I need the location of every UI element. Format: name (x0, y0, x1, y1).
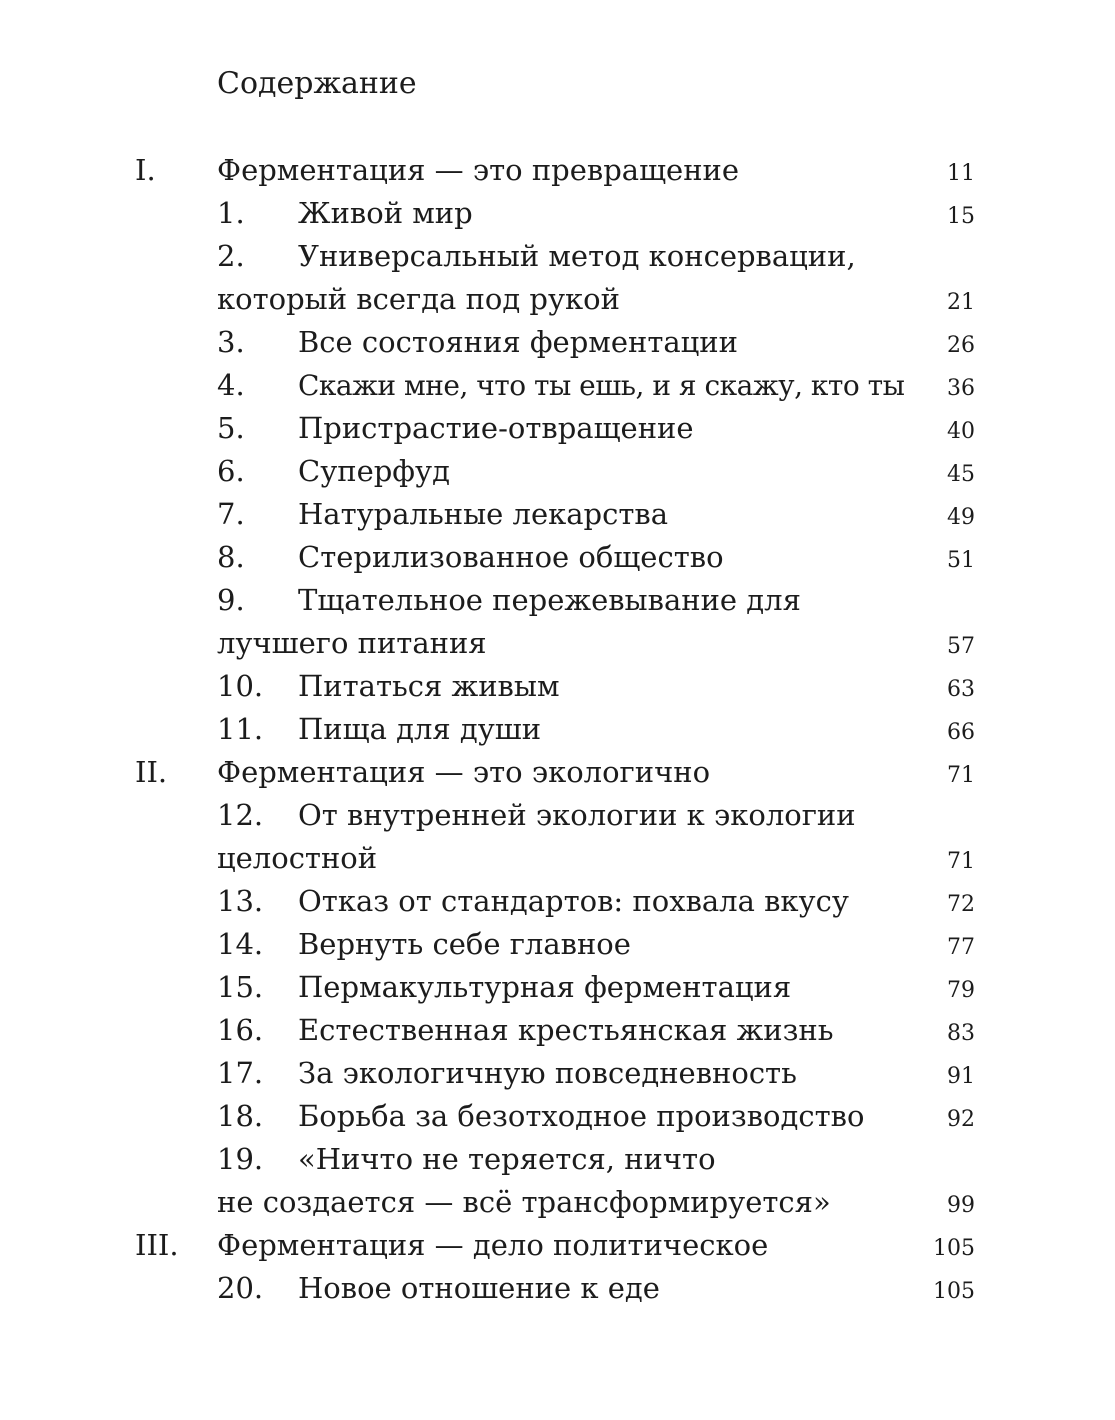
chapter-number: 12. (217, 798, 264, 832)
chapter-title: Стерилизованное общество (298, 540, 724, 574)
toc-chapter-entry[interactable] (0, 794, 1115, 837)
page-number: 63 (947, 677, 975, 702)
toc-chapter-entry-continuation[interactable] (0, 1181, 1115, 1224)
section-numeral: III. (135, 1228, 179, 1262)
chapter-title: Пермакультурная ферментация (298, 970, 792, 1004)
page-number: 71 (947, 849, 975, 874)
chapter-title: «Ничто не теряется, ничто (298, 1142, 716, 1176)
chapter-number: 18. (217, 1099, 264, 1133)
toc-chapter-entry[interactable] (0, 364, 1115, 407)
toc-chapter-entry[interactable] (0, 579, 1115, 622)
chapter-title: От внутренней экологии к экологии (298, 798, 856, 832)
page-number: 77 (947, 935, 975, 960)
page-number: 105 (933, 1279, 975, 1304)
chapter-number: 9. (217, 583, 245, 617)
toc-chapter-entry[interactable] (0, 536, 1115, 579)
page-number: 91 (947, 1064, 975, 1089)
page-number: 66 (947, 720, 975, 745)
page-number: 72 (947, 892, 975, 917)
chapter-title: Натуральные лекарства (298, 497, 669, 531)
chapter-number: 4. (217, 368, 245, 402)
page-number: 49 (947, 505, 975, 530)
section-title: Ферментация — дело политическое (217, 1228, 769, 1262)
page-number: 83 (947, 1021, 975, 1046)
page-number: 51 (947, 548, 975, 573)
page-number: 40 (947, 419, 975, 444)
toc-chapter-entry[interactable] (0, 923, 1115, 966)
toc-chapter-entry[interactable] (0, 1009, 1115, 1052)
toc-chapter-entry-continuation[interactable] (0, 622, 1115, 665)
section-title: Ферментация — это превращение (217, 153, 740, 187)
chapter-number: 6. (217, 454, 245, 488)
toc-chapter-entry[interactable] (0, 966, 1115, 1009)
chapter-title: Пища для души (298, 712, 542, 746)
page-number: 79 (947, 978, 975, 1003)
page-number: 36 (947, 376, 975, 401)
chapter-number: 7. (217, 497, 245, 531)
chapter-number: 8. (217, 540, 245, 574)
page-number: 26 (947, 333, 975, 358)
chapter-title: Вернуть себе главное (298, 927, 631, 961)
toc-chapter-entry[interactable] (0, 407, 1115, 450)
chapter-number: 2. (217, 239, 245, 273)
chapter-number: 3. (217, 325, 245, 359)
chapter-number: 11. (217, 712, 264, 746)
toc-chapter-entry[interactable] (0, 1138, 1115, 1181)
chapter-title: целостной (217, 841, 378, 875)
chapter-number: 20. (217, 1271, 264, 1305)
toc-chapter-entry[interactable] (0, 192, 1115, 235)
toc-section-entry[interactable] (0, 751, 1115, 794)
toc-chapter-entry-continuation[interactable] (0, 837, 1115, 880)
toc-chapter-entry[interactable] (0, 235, 1115, 278)
chapter-title: Суперфуд (298, 454, 450, 488)
page-number: 15 (947, 204, 975, 229)
toc-section-entry[interactable] (0, 149, 1115, 192)
page-title: Содержание (217, 66, 417, 101)
toc-chapter-entry[interactable] (0, 1052, 1115, 1095)
section-title: Ферментация — это экологично (217, 755, 711, 789)
toc-section-entry[interactable] (0, 1224, 1115, 1267)
chapter-number: 17. (217, 1056, 264, 1090)
chapter-number: 15. (217, 970, 264, 1004)
chapter-title: который всегда под рукой (217, 282, 620, 316)
chapter-title: не создается — всё трансформируется» (217, 1185, 831, 1219)
chapter-title: Универсальный метод консервации, (298, 239, 856, 273)
toc-chapter-entry[interactable] (0, 450, 1115, 493)
chapter-number: 13. (217, 884, 264, 918)
page-number: 71 (947, 763, 975, 788)
toc-chapter-entry[interactable] (0, 708, 1115, 751)
section-numeral: I. (135, 153, 156, 187)
chapter-number: 10. (217, 669, 264, 703)
chapter-title: Пристрастие-отвращение (298, 411, 694, 445)
chapter-title: Живой мир (298, 196, 473, 230)
page-number: 92 (947, 1107, 975, 1132)
section-numeral: II. (135, 755, 168, 789)
toc-chapter-entry[interactable] (0, 1095, 1115, 1138)
chapter-title: Скажи мне, что ты ешь, и я скажу, кто ты (298, 369, 905, 402)
toc-chapter-entry[interactable] (0, 1267, 1115, 1310)
toc-chapter-entry[interactable] (0, 880, 1115, 923)
chapter-title: За экологичную повседневность (298, 1056, 797, 1090)
chapter-number: 5. (217, 411, 245, 445)
chapter-title: Естественная крестьянская жизнь (298, 1013, 834, 1047)
toc-chapter-entry-continuation[interactable] (0, 278, 1115, 321)
chapter-title: Все состояния ферментации (298, 325, 738, 359)
chapter-number: 16. (217, 1013, 264, 1047)
chapter-title: Питаться живым (298, 669, 560, 703)
toc-chapter-entry[interactable] (0, 321, 1115, 364)
chapter-number: 1. (217, 196, 245, 230)
page-number: 105 (933, 1236, 975, 1261)
chapter-title: лучшего питания (217, 626, 487, 660)
page-number: 57 (947, 634, 975, 659)
table-of-contents (0, 149, 1115, 1310)
chapter-title: Новое отношение к еде (298, 1271, 660, 1305)
chapter-title: Отказ от стандартов: похвала вкусу (298, 884, 849, 918)
chapter-title: Тщательное пережевывание для (298, 583, 801, 617)
page-number: 11 (947, 161, 975, 186)
chapter-number: 14. (217, 927, 264, 961)
toc-chapter-entry[interactable] (0, 493, 1115, 536)
page-number: 99 (947, 1193, 975, 1218)
chapter-number: 19. (217, 1142, 264, 1176)
page-number: 21 (947, 290, 975, 315)
page-number: 45 (947, 462, 975, 487)
chapter-title: Борьба за безотходное производство (298, 1099, 865, 1133)
toc-chapter-entry[interactable] (0, 665, 1115, 708)
